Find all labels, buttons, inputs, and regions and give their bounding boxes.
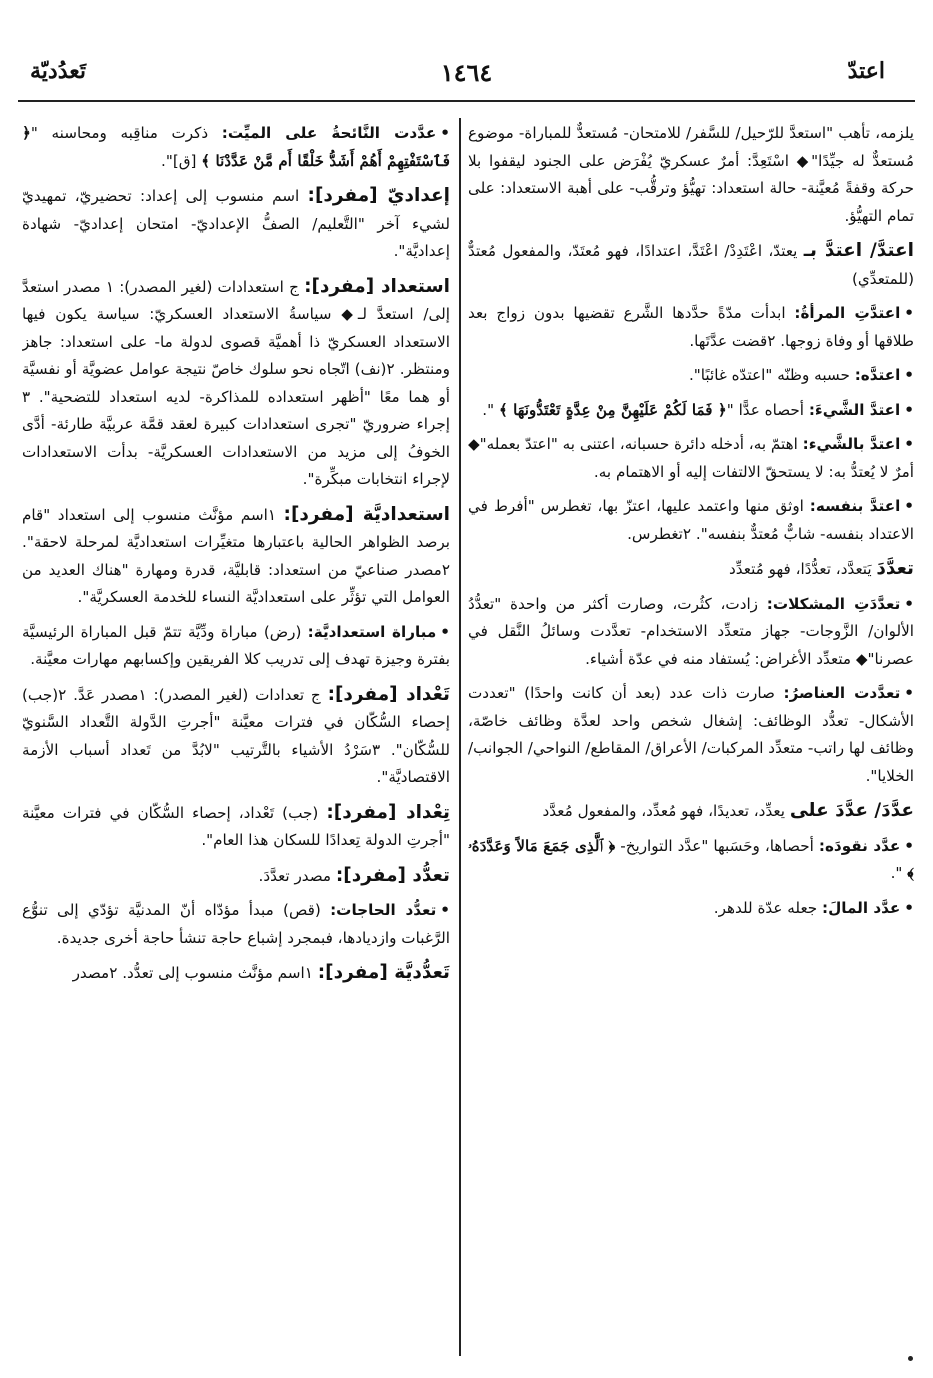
header-guide-word-left: تَعدُديّة [30,58,86,84]
entry-definition: حسبه وظنّه "اعتدّه غائبًا". [688,366,850,384]
sense-bullet: • [904,304,914,322]
entry-definition: ذكرت مناقِبه ومحاسنه " [30,124,209,142]
sense-bullet: • [904,836,914,855]
dictionary-entry [468,362,914,390]
dictionary-entry [468,833,914,888]
page-number: ١٤٦٤ [440,58,493,87]
entry-headword: إعداديّ [مفرد]: [307,185,450,206]
entry-headword: استعداديَّة [مفرد]: [283,503,450,525]
dictionary-entry [22,799,450,855]
right-column [468,120,914,1370]
dictionary-entry [468,237,914,293]
entry-definition-tail: [ق]". [161,151,202,170]
dictionary-entry [468,895,914,923]
entry-headword: تعدُّد [مفرد]: [335,864,450,886]
dictionary-entry [22,120,450,175]
margin-dot [908,1356,913,1361]
sense-headword: تعدَّدَتِ المشكلات: [766,594,901,613]
entry-definition: ج استعدادات (لغير المصدر): ١ مصدر استعدَّ إلى/ استعدَّ لـ◆ سياسةُ الاستعداد العسكريّ: سياسة يكون فيها الاستعداد العسكريّ ذا أهميَّة قصوى لدولة ما- على استعداد: جاهز ومنتظر. ٢(نف) اتّجاه نحو سلوك خاصّ نتيجة عوامل عضويَّة أو نفسيَّة أو هما معًا "أظهر استعداده للمذاكرة- لديه استعداد للتضحية". ٣ إجراء ضروريّ "تجرى استعدادات كبيرة لعقد قمَّة عربيَّة طارئة- أدَّى الخوفُ إلى مزيد من الاستعدادات العسكريَّة- بدأت الاستعدادات لإجراء انتخابات مبكِّرة". [22,277,450,488]
sense-headword: عدَّد نقودَه: [818,836,901,855]
dictionary-entry [22,273,450,494]
entry-definition: (جب) تَعْداد، إحصاء السُّكّان في فترات معيَّنة "أجرتِ الدولة تِعدادًا للسكان هذا العام". [22,803,450,849]
sense-bullet: • [440,622,450,641]
sense-headword: اعتدَّ بنفسه: [809,497,901,515]
sense-bullet: • [904,366,914,384]
sense-headword: اعتدَّ بالشَّيء: [802,435,901,453]
entry-headword: تِعْداد [مفرد]: [326,801,450,823]
sense-headword: اعتدَّ الشَّيءَ: [808,400,901,419]
entry-headword: استعداد [مفرد]: [304,275,450,297]
entry-definition: (رض) مباراة ودِّيَّة تتمّ قبل المباراة الرئيسيَّة بفترة وجيزة تهدف إلى تدريب كلا الفريقين وإكسابهم مهارات معيَّنة. [22,622,450,668]
entry-definition: أحصاه عدًّا " [726,400,805,419]
dictionary-entry [468,493,914,548]
dictionary-entry [468,397,914,425]
sense-bullet: • [904,594,914,613]
dictionary-entry [468,300,914,355]
dictionary-entry [22,619,450,674]
entry-definition: جعله عدّة للدهر. [713,898,818,917]
left-column [22,120,450,1370]
dictionary-entry [22,182,450,266]
sense-bullet: • [904,684,914,702]
sense-headword: اعتدَّه: [854,366,901,384]
entry-definition: أحصاها، وحَسَبها "عدَّد التواريخ- [615,836,814,855]
sense-headword: تعدُّد الحاجات: [330,901,437,919]
sense-bullet: • [904,898,914,917]
dictionary-entry [468,797,914,826]
entry-definition: يَتعدَّد، تعدُّدًا، فهو مُتعدِّد [729,560,872,578]
sense-headword: اعتدَّتِ المرأةُ: [794,304,901,322]
dictionary-entry [468,555,914,584]
entry-headword: تعدَّدَ [876,558,914,579]
entry-definition: ابدأت مدّةً حدَّدها الشَّرع تقضيها بدون زواج بعد طلاقها أو وفاة زوجها. ٢قضت عدَّتَها. [468,304,914,350]
sense-bullet: • [904,400,914,419]
entry-definition: ج تعدادات (لغير المصدر): ١مصدر عَدَّ. ٢(جب) إحصاء السُّكّان في فترات معيَّنة "أجرتِ الدَّولة التَّعداد السَّنويّ للسُّكّان". ٣سَرْدُ الأشياء بالتَّرتيب "لابُدَّ من تَعداد أسباب الأزمة الاقتصاديَّة". [22,685,450,786]
entry-definition: ١اسم مؤنَّث منسوب إلى تعدُّد. ٢مصدر [72,964,313,982]
entry-definition: مصدر تعدَّدَ. [258,866,332,885]
dictionary-entry [22,862,450,891]
dictionary-entry [468,431,914,486]
entry-definition: صارت ذات عدد (بعد أن كانت واحدًا) "تعددت الأشكال- تعدُّد الوظائف: إشغال شخص واحد لعدَّة وظائف خاصّة، وظائف لها راتب- متعدِّد المركبات/ الأعراق/ المقاطع/ النواحي/ الجوانب/ الخلايا". [468,684,914,785]
sense-bullet: • [440,124,450,142]
entry-definition: يعدِّد، تعديدًا، فهو مُعدِّد، والمفعول مُعدَّد [542,802,785,820]
sense-bullet: • [904,435,914,453]
entry-headword: عدَّدَ/ عدَّدَ على [789,800,914,821]
entry-definition: اهتمّ به، أدخله دائرة حسبانه، اعتنى به "اعتدّ بعمله"◆ أمرٌ لا يُعتدُّ به: لا يستحقّ الالتفات إليه أو الاهتمام به. [468,435,914,481]
entry-definition: زادت، كثُرت، وصارت أكثر من واحدة "تعدُّدُ الألوان/ الزَّوجات- جهاز متعدِّد الاستخدام- تعدَّدت وسائلُ النَّقل في عصرنا"◆ متعدِّد الأغراض: يُستفاد منه في عدّة أشياء. [468,594,914,668]
entry-definition: اوثق منها واعتمد عليها، اعتزّ بها، تغطرس "أفرط في الاعتداد بنفسه- شابٌّ مُعتدٌّ بنفسه". ٢تغطرس. [468,497,914,543]
dictionary-entry [22,501,450,612]
column-divider [459,118,461,1356]
quran-citation: ﴿ ٱلَّذِى جَمَعَ مَالاً وَعَدَّدَهُۥ ﴾ [468,836,914,882]
quran-citation: ﴿ فَٱسْتَفْتِهِمْ أَهُمْ أَشَدُّ خَلْقًا أَم مَّنْ عَدَّدْنَا ﴾ [22,124,450,170]
entry-definition: اسم منسوب إلى إعداد: تحضيريّ، تمهيديّ لشيء آخر "التَّعليم/ الصفُّ الإعداديّ- امتحان إعداديّ- شهادة إعداديَّة". [22,187,450,260]
dictionary-entry [468,680,914,790]
dictionary-entry [22,897,450,952]
sense-headword: عدَّد المالَ: [822,898,901,917]
sense-headword: عدَّدت النَّائحةُ على الميِّت: [221,124,437,142]
entry-definition: (قص) مبدأ مؤدّاه أنّ المدنيَّة تؤدّي إلى تنوُّع الرَّغبات وازديادها، فبمجرد إشباع حاجة تنشأ حاجة أخرى جديدة. [22,901,450,947]
quran-citation: ﴿ فَمَا لَكُمْ عَلَيْهِنَّ مِنْ عِدَّةٍ تَعْتَدُّونَهَا ﴾ [498,400,727,419]
entry-definition-tail: ". [890,864,908,882]
entry-headword: اعتدَّ/ اعتدَّ بـ [803,240,914,261]
entry-definition: ١اسم مؤنَّث منسوب إلى استعداد "قام برصد الظواهر الحالية باعتبارها متغيِّرات استعداديَّة لمرحلة لاحقة". ٢مصدر صناعيّ من استعداد: قابليَّة، قدرة ومهارة "هناك العديد من العوامل التي تؤثِّر على استعداديَّة النساء للخدمة العسكريَّة". [22,505,450,606]
dictionary-entry [22,681,450,792]
sense-headword: تعدَّدت العناصرُ: [783,684,901,702]
dictionary-entry [22,959,450,988]
page-header [20,58,913,94]
sense-bullet: • [440,901,450,919]
dictionary-entry [468,120,914,230]
sense-bullet: • [904,497,914,515]
header-rule [18,100,915,102]
dictionary-entry [468,591,914,674]
entry-definition: يعتدّ، اعْتَدِدْ/ اعْتَدَّ، اعتدادًا، فهو مُعتَدّ، والمفعول مُعتدٌّ (للمتعدِّي) [468,242,914,288]
sense-headword: مباراة استعداديَّة: [307,622,437,641]
entry-headword: تَعدُّديَّة [مفرد]: [317,962,450,983]
header-guide-word-right: اعتدّ [847,58,885,84]
entry-definition-tail: ". [482,400,499,419]
entry-definition: يلزمه، تأهب "استعدَّ للرّحيل/ للسَّفر/ للامتحان- مُستعدٌّ للمباراة- موضوع مُستعدٌّ له جيِّدًا"◆ اسْتَعِدَّ: أمرٌ عسكريّ يُفْرَض على الجنود ليقفوا بلا حركة وقفةً مُعيَّنة- حالة استعداد: تهيُّؤ وترقُّب- على أهبة الاستعداد: على تمام التهيُّؤ. [468,124,914,225]
entry-headword: تَعْداد [مفرد]: [327,683,450,705]
